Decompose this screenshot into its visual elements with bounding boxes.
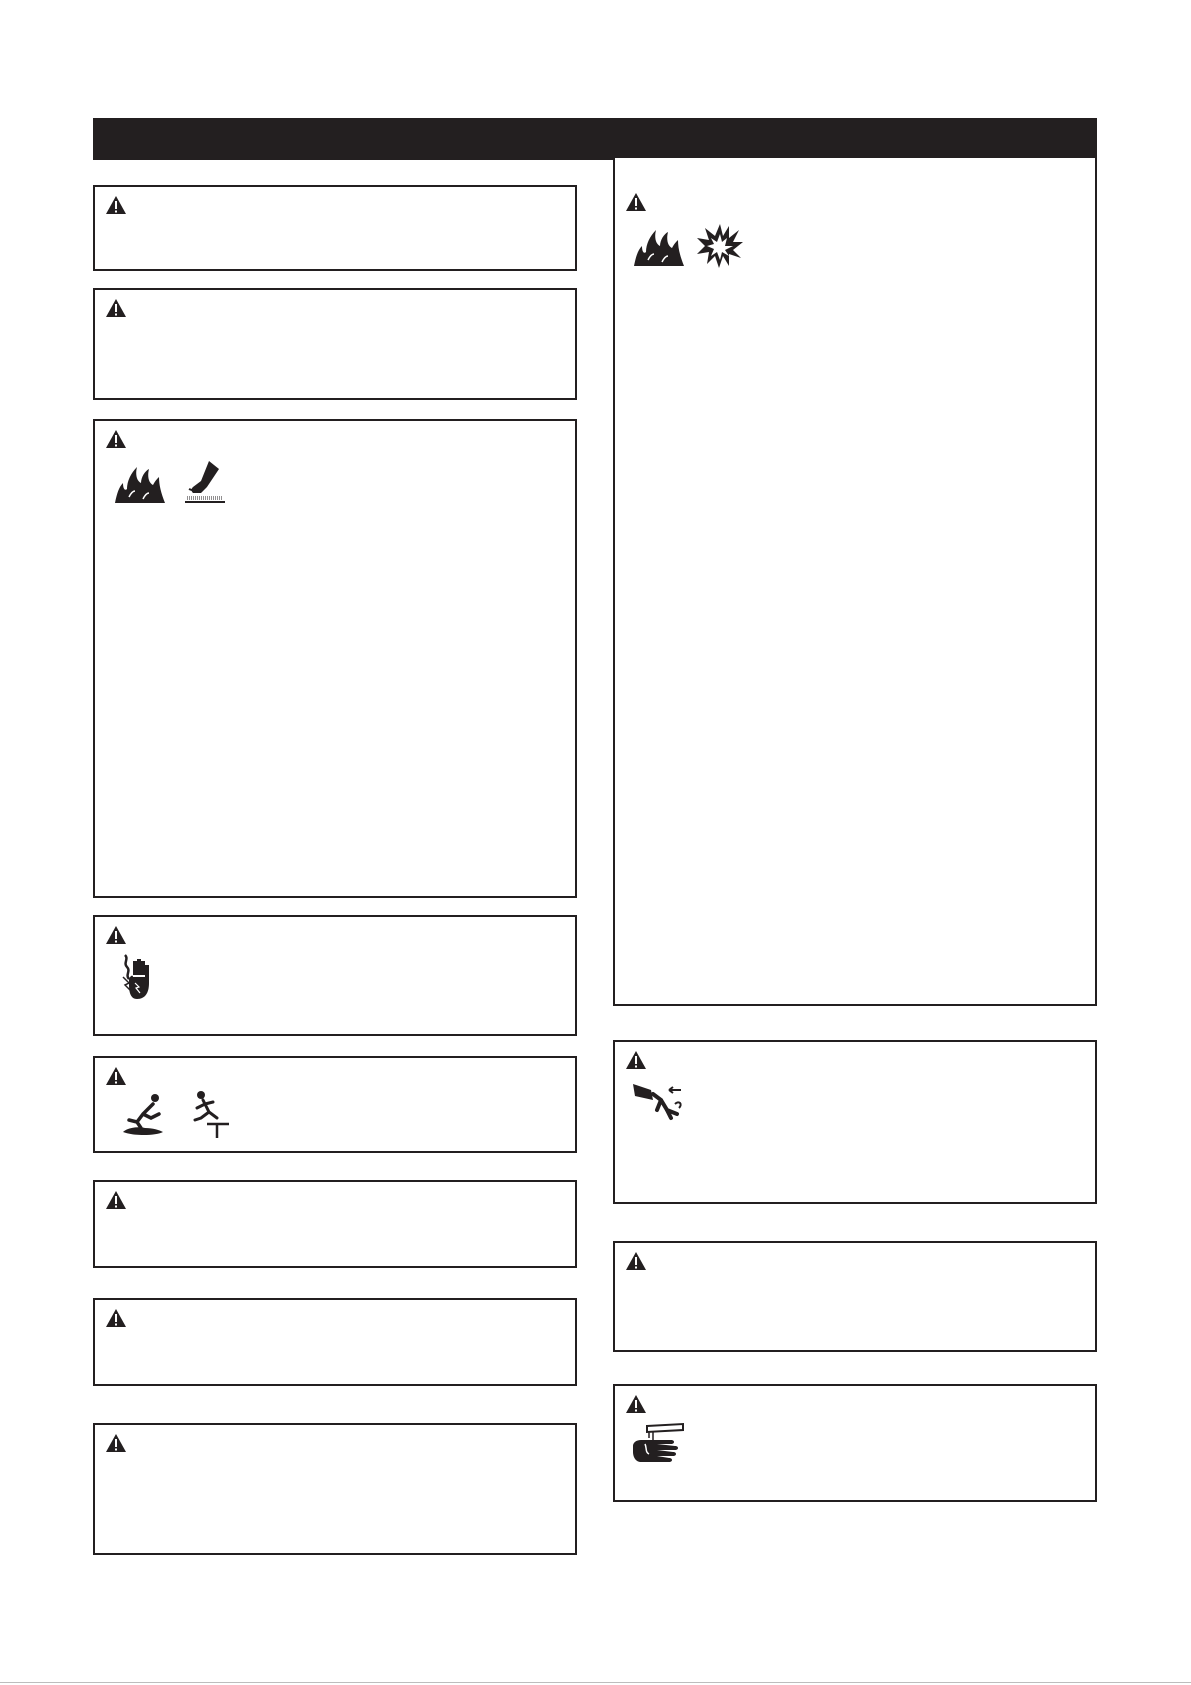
warning-box-left-2	[93, 288, 577, 400]
warning-box-left-5	[93, 1056, 577, 1153]
warning-triangle-icon	[105, 429, 127, 449]
warning-triangle-icon	[105, 925, 127, 945]
warning-triangle-icon	[625, 1050, 647, 1070]
warning-box-right-4	[613, 1384, 1097, 1502]
warning-triangle-icon	[105, 1066, 127, 1086]
warning-triangle-icon	[105, 195, 127, 215]
warning-box-right-3	[613, 1241, 1097, 1352]
slip-hazard-icon	[119, 1092, 169, 1138]
warning-triangle-icon	[105, 1308, 127, 1328]
chemical-burn-hazard-icon	[631, 1422, 685, 1466]
warning-box-left-7	[93, 1298, 577, 1386]
fire-hazard-icon	[113, 463, 167, 505]
warning-triangle-icon	[105, 1190, 127, 1210]
warning-box-right-1	[613, 158, 1097, 1006]
trip-hazard-icon	[189, 1090, 233, 1140]
warning-triangle-icon	[625, 1394, 647, 1414]
header-bar	[93, 118, 1097, 160]
page-bottom-rule	[0, 1682, 1191, 1683]
warning-triangle-icon	[105, 298, 127, 318]
warning-triangle-icon	[625, 192, 647, 212]
warning-box-left-8	[93, 1423, 577, 1555]
warning-box-left-3	[93, 419, 577, 898]
hot-surface-hazard-icon	[183, 459, 227, 505]
fire-hazard-icon	[632, 226, 686, 268]
electric-shock-hazard-icon	[117, 953, 159, 1003]
warning-triangle-icon	[625, 1251, 647, 1271]
warning-box-right-2	[613, 1040, 1097, 1204]
warning-box-left-1	[93, 185, 577, 271]
entanglement-hazard-icon	[631, 1080, 691, 1124]
warning-triangle-icon	[105, 1433, 127, 1453]
warning-box-left-6	[93, 1180, 577, 1268]
explosion-hazard-icon	[695, 222, 745, 270]
warning-box-left-4	[93, 915, 577, 1036]
